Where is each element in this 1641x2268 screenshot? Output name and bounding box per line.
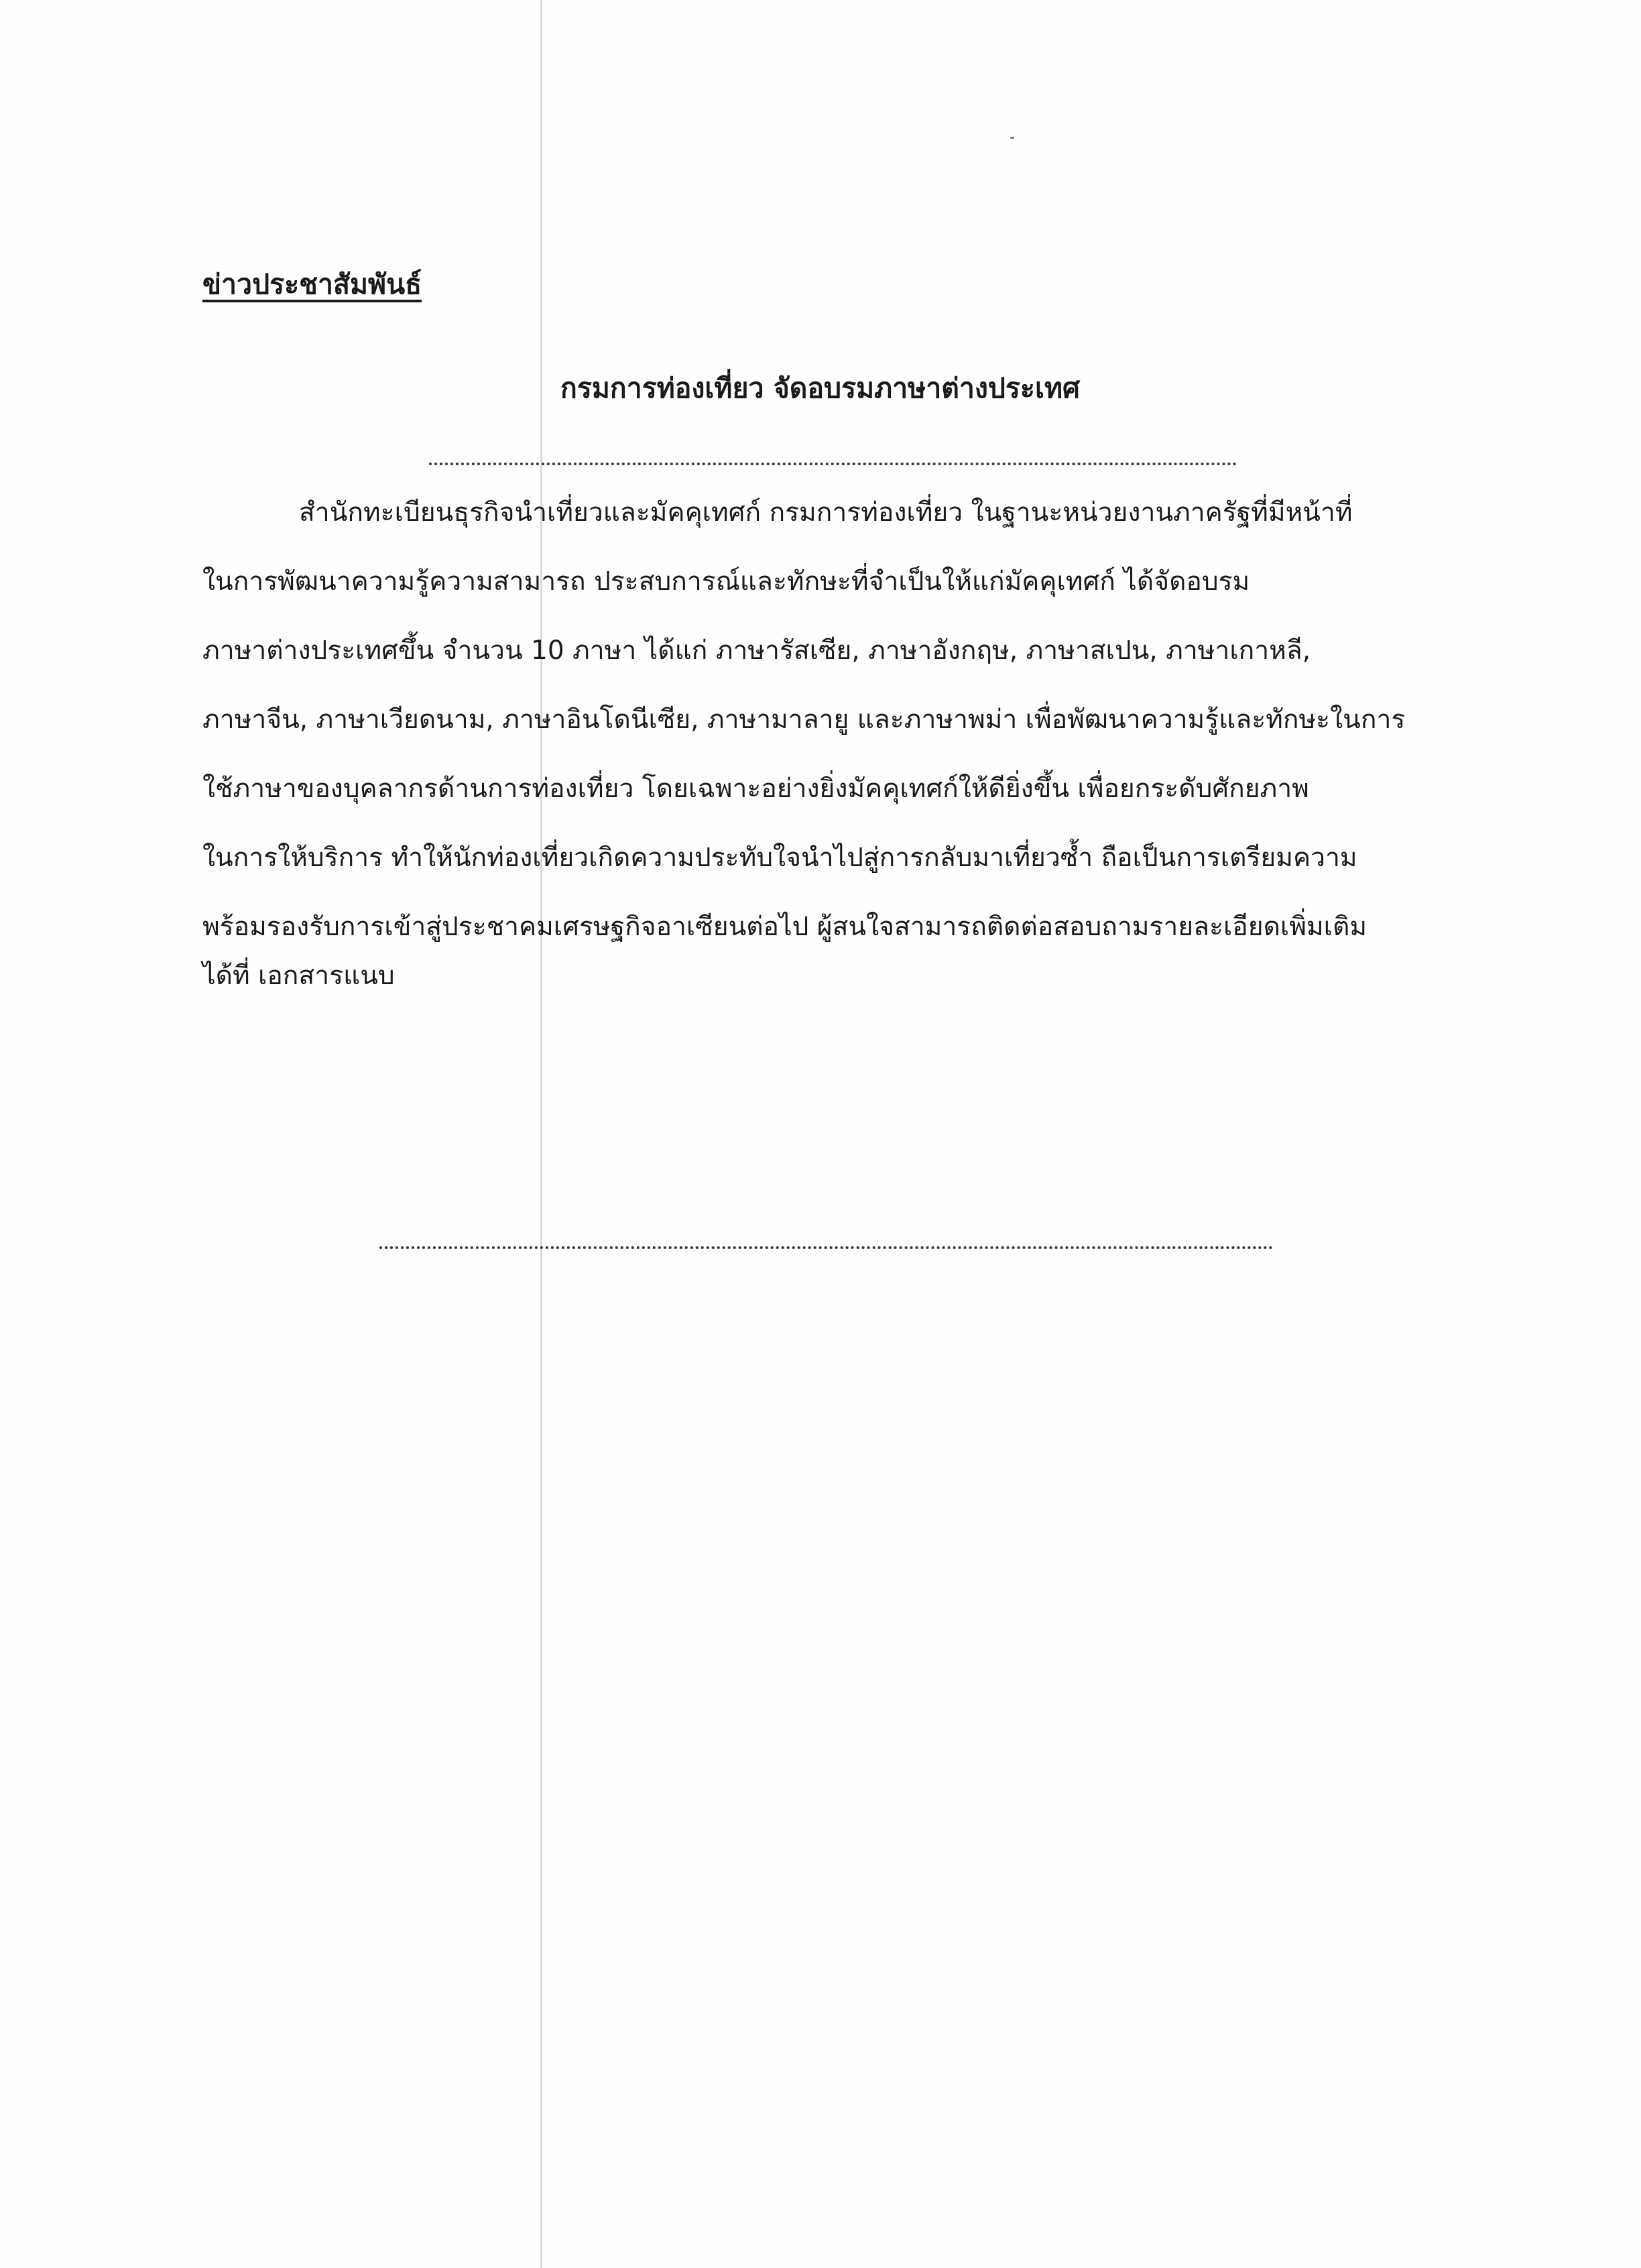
body-line-7: พร้อมรองรับการเข้าสู่ประชาคมเศรษฐกิจอาเซียนต่อไป ผู้สนใจสามารถติดต่อสอบถามรายละเอียดเพิ่มเติม	[202, 912, 1368, 942]
scan-fold-line	[540, 0, 542, 2268]
dotted-separator-bottom	[379, 1246, 1273, 1249]
body-line-5: ใช้ภาษาของบุคลากรด้านการท่องเที่ยว โดยเฉพาะอย่างยิ่งมัคคุเทศก์ให้ดียิ่งขึ้น เพื่อยกระดับศักยภาพ	[202, 774, 1309, 804]
dotted-separator-top	[429, 463, 1237, 465]
body-line-3: ภาษาต่างประเทศขึ้น จำนวน 10 ภาษา ได้แก่ ภาษารัสเซีย, ภาษาอังกฤษ, ภาษาสเปน, ภาษาเกาหลี,	[202, 636, 1311, 666]
body-line-4: ภาษาจีน, ภาษาเวียดนาม, ภาษาอินโดนีเซีย, ภาษามาลายู และภาษาพม่า เพื่อพัฒนาความรู้และทักษะในการ	[202, 705, 1406, 735]
scan-speck	[1010, 137, 1014, 139]
body-line-2: ในการพัฒนาความรู้ความสามารถ ประสบการณ์และทักษะที่จำเป็นให้แก่มัคคุเทศก์ ได้จัดอบรม	[202, 566, 1250, 597]
document-title: กรมการท่องเที่ยว จัดอบรมภาษาต่างประเทศ	[560, 372, 1081, 404]
body-line-6: ในการให้บริการ ทำให้นักท่องเที่ยวเกิดความประทับใจนำไปสู่การกลับมาเที่ยวซ้ำ ถือเป็นการเตรียมความ	[202, 843, 1357, 873]
body-line-1: สำนักทะเบียนธุรกิจนำเที่ยวและมัคคุเทศก์ กรมการท่องเที่ยว ในฐานะหน่วยงานภาครัฐที่มีหน้าที่	[299, 497, 1353, 528]
body-line-8: ได้ที่ เอกสารแนบ	[202, 961, 395, 991]
press-release-heading: ข่าวประชาสัมพันธ์	[202, 268, 422, 300]
